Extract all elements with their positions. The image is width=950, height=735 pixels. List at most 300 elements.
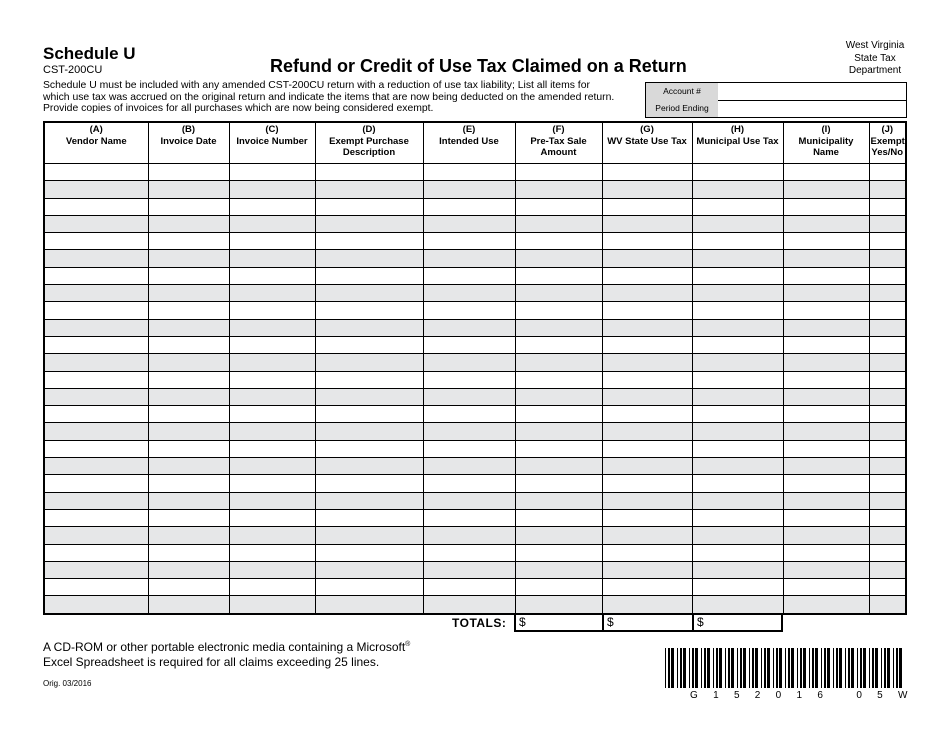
table-cell[interactable] xyxy=(869,544,905,561)
table-cell[interactable] xyxy=(148,267,229,284)
table-cell[interactable] xyxy=(229,475,315,492)
table-cell[interactable] xyxy=(783,561,869,578)
table-cell[interactable] xyxy=(869,423,905,440)
table-cell[interactable] xyxy=(515,406,602,423)
table-cell[interactable] xyxy=(148,475,229,492)
table-cell[interactable] xyxy=(423,250,515,267)
table-cell[interactable] xyxy=(229,388,315,405)
table-cell[interactable] xyxy=(423,215,515,232)
table-cell[interactable] xyxy=(423,492,515,509)
table-cell[interactable] xyxy=(783,215,869,232)
column-header xyxy=(783,123,869,164)
table-cell[interactable] xyxy=(692,198,783,215)
table-cell[interactable] xyxy=(602,423,692,440)
barcode-bar xyxy=(884,648,886,688)
table-cell[interactable] xyxy=(423,302,515,319)
table-cell[interactable] xyxy=(423,509,515,526)
table-cell[interactable] xyxy=(692,164,783,181)
table-cell[interactable] xyxy=(423,285,515,302)
table-cell[interactable] xyxy=(515,302,602,319)
table-cell[interactable] xyxy=(692,250,783,267)
table-cell[interactable] xyxy=(45,527,148,544)
currency-symbol: $ xyxy=(519,615,526,629)
table-cell[interactable] xyxy=(602,164,692,181)
table-cell[interactable] xyxy=(869,579,905,596)
table-cell[interactable] xyxy=(45,371,148,388)
table-cell[interactable] xyxy=(783,354,869,371)
table-cell[interactable] xyxy=(869,250,905,267)
table-cell[interactable] xyxy=(148,579,229,596)
table-cell[interactable] xyxy=(869,181,905,198)
table-cell[interactable] xyxy=(315,285,423,302)
table-cell[interactable] xyxy=(515,198,602,215)
table-cell[interactable] xyxy=(602,579,692,596)
schedule-grid xyxy=(45,123,905,613)
table-cell[interactable] xyxy=(783,596,869,613)
table-cell[interactable] xyxy=(692,579,783,596)
table-cell[interactable] xyxy=(869,440,905,457)
table-cell[interactable] xyxy=(229,561,315,578)
table-cell[interactable] xyxy=(602,354,692,371)
barcode-bar xyxy=(863,648,866,688)
barcode-bar xyxy=(899,648,902,688)
table-cell[interactable] xyxy=(229,354,315,371)
table-cell[interactable] xyxy=(602,406,692,423)
table-cell[interactable] xyxy=(315,233,423,250)
table-cell[interactable] xyxy=(869,458,905,475)
column-title: Vendor Name xyxy=(65,135,127,147)
barcode-bar xyxy=(845,648,846,688)
table-cell[interactable] xyxy=(602,509,692,526)
table-cell[interactable] xyxy=(783,458,869,475)
table-cell[interactable] xyxy=(515,215,602,232)
table-cell[interactable] xyxy=(148,388,229,405)
table-cell[interactable] xyxy=(229,233,315,250)
table-cell[interactable] xyxy=(148,302,229,319)
barcode-bar xyxy=(701,648,702,688)
table-cell[interactable] xyxy=(229,267,315,284)
table-cell[interactable] xyxy=(315,509,423,526)
table-cell[interactable] xyxy=(148,164,229,181)
table-cell[interactable] xyxy=(315,544,423,561)
table-cell[interactable] xyxy=(423,319,515,336)
table-cell[interactable] xyxy=(423,336,515,353)
table-cell[interactable] xyxy=(45,458,148,475)
table-cell[interactable] xyxy=(315,579,423,596)
table-cell[interactable] xyxy=(315,561,423,578)
table-cell[interactable] xyxy=(45,215,148,232)
table-cell[interactable] xyxy=(423,267,515,284)
table-cell[interactable] xyxy=(423,354,515,371)
table-cell[interactable] xyxy=(315,371,423,388)
table-cell[interactable] xyxy=(692,233,783,250)
table-cell[interactable] xyxy=(602,319,692,336)
table-cell[interactable] xyxy=(229,509,315,526)
table-cell[interactable] xyxy=(423,198,515,215)
table-cell[interactable] xyxy=(45,198,148,215)
table-cell[interactable] xyxy=(692,458,783,475)
table-cell[interactable] xyxy=(783,406,869,423)
barcode-bar xyxy=(857,648,858,688)
table-cell[interactable] xyxy=(45,406,148,423)
table-cell[interactable] xyxy=(315,302,423,319)
table-cell[interactable] xyxy=(423,406,515,423)
table-cell[interactable] xyxy=(515,561,602,578)
table-cell[interactable] xyxy=(783,198,869,215)
table-cell[interactable] xyxy=(315,319,423,336)
column-header xyxy=(423,123,515,164)
table-row xyxy=(45,250,905,267)
table-cell[interactable] xyxy=(515,319,602,336)
table-cell[interactable] xyxy=(315,354,423,371)
table-cell[interactable] xyxy=(45,164,148,181)
table-cell[interactable] xyxy=(45,233,148,250)
table-cell[interactable] xyxy=(515,181,602,198)
table-cell[interactable] xyxy=(783,492,869,509)
table-cell[interactable] xyxy=(148,596,229,613)
table-cell[interactable] xyxy=(229,423,315,440)
table-cell[interactable] xyxy=(692,336,783,353)
table-cell[interactable] xyxy=(869,354,905,371)
table-cell[interactable] xyxy=(229,458,315,475)
table-cell[interactable] xyxy=(229,164,315,181)
table-cell[interactable] xyxy=(315,458,423,475)
table-cell[interactable] xyxy=(869,371,905,388)
table-cell[interactable] xyxy=(869,233,905,250)
table-cell[interactable] xyxy=(423,475,515,492)
table-cell[interactable] xyxy=(423,440,515,457)
table-cell[interactable] xyxy=(602,250,692,267)
table-cell[interactable] xyxy=(45,354,148,371)
table-cell[interactable] xyxy=(692,423,783,440)
table-cell[interactable] xyxy=(229,406,315,423)
column-title: Invoice Number xyxy=(236,135,308,147)
table-cell[interactable] xyxy=(229,544,315,561)
table-row xyxy=(45,388,905,405)
table-cell[interactable] xyxy=(148,492,229,509)
table-cell[interactable] xyxy=(148,233,229,250)
table-cell[interactable] xyxy=(45,579,148,596)
table-cell[interactable] xyxy=(45,302,148,319)
column-header xyxy=(515,123,602,164)
period-ending-field[interactable] xyxy=(718,100,906,117)
schedule-table xyxy=(43,121,907,615)
table-cell[interactable] xyxy=(869,492,905,509)
table-row xyxy=(45,579,905,596)
table-cell[interactable] xyxy=(148,215,229,232)
table-cell[interactable] xyxy=(602,561,692,578)
table-cell[interactable] xyxy=(602,285,692,302)
table-cell[interactable] xyxy=(148,527,229,544)
table-cell[interactable] xyxy=(45,509,148,526)
table-cell[interactable] xyxy=(148,181,229,198)
table-cell[interactable] xyxy=(423,561,515,578)
table-cell[interactable] xyxy=(148,544,229,561)
table-cell[interactable] xyxy=(315,164,423,181)
table-cell[interactable] xyxy=(148,198,229,215)
table-cell[interactable] xyxy=(602,544,692,561)
table-cell[interactable] xyxy=(692,596,783,613)
table-cell[interactable] xyxy=(602,302,692,319)
table-cell[interactable] xyxy=(515,371,602,388)
column-title: Municipal Use Tax xyxy=(696,135,779,147)
table-cell[interactable] xyxy=(602,215,692,232)
table-cell[interactable] xyxy=(148,440,229,457)
table-cell[interactable] xyxy=(229,302,315,319)
table-cell[interactable] xyxy=(692,406,783,423)
account-field[interactable] xyxy=(718,83,906,100)
table-row xyxy=(45,319,905,336)
table-cell[interactable] xyxy=(315,527,423,544)
table-cell[interactable] xyxy=(148,509,229,526)
barcode-bar xyxy=(821,648,822,688)
table-cell[interactable] xyxy=(869,561,905,578)
table-cell[interactable] xyxy=(515,233,602,250)
table-cell[interactable] xyxy=(515,164,602,181)
table-cell[interactable] xyxy=(45,181,148,198)
totals-label: TOTALS: xyxy=(452,616,507,630)
table-cell[interactable] xyxy=(423,388,515,405)
table-cell[interactable] xyxy=(515,544,602,561)
table-cell[interactable] xyxy=(783,302,869,319)
table-cell[interactable] xyxy=(148,371,229,388)
table-cell[interactable] xyxy=(315,406,423,423)
instructions xyxy=(43,80,643,115)
table-cell[interactable] xyxy=(315,336,423,353)
table-cell[interactable] xyxy=(515,388,602,405)
total-wv-state-use-tax-field[interactable] xyxy=(602,614,692,632)
table-cell[interactable] xyxy=(869,267,905,284)
barcode-bar xyxy=(803,648,806,688)
table-cell[interactable] xyxy=(229,215,315,232)
table-cell[interactable] xyxy=(692,440,783,457)
table-cell[interactable] xyxy=(515,475,602,492)
table-cell[interactable] xyxy=(45,544,148,561)
table-cell[interactable] xyxy=(783,475,869,492)
table-cell[interactable] xyxy=(602,492,692,509)
table-cell[interactable] xyxy=(45,267,148,284)
table-cell[interactable] xyxy=(515,509,602,526)
table-cell[interactable] xyxy=(869,388,905,405)
table-cell[interactable] xyxy=(229,336,315,353)
total-pre-tax-amount-field[interactable] xyxy=(514,614,602,632)
table-cell[interactable] xyxy=(692,354,783,371)
barcode-bar xyxy=(683,648,686,688)
table-cell[interactable] xyxy=(45,440,148,457)
table-cell[interactable] xyxy=(148,458,229,475)
table-cell[interactable] xyxy=(315,596,423,613)
table-cell[interactable] xyxy=(148,319,229,336)
table-cell[interactable] xyxy=(229,285,315,302)
table-cell[interactable] xyxy=(148,406,229,423)
table-cell[interactable] xyxy=(783,388,869,405)
barcode-bar xyxy=(836,648,838,688)
table-cell[interactable] xyxy=(869,215,905,232)
table-cell[interactable] xyxy=(315,267,423,284)
table-cell[interactable] xyxy=(515,440,602,457)
table-cell[interactable] xyxy=(45,319,148,336)
table-cell[interactable] xyxy=(423,596,515,613)
table-cell[interactable] xyxy=(45,475,148,492)
table-cell[interactable] xyxy=(315,423,423,440)
table-cell[interactable] xyxy=(148,285,229,302)
table-cell[interactable] xyxy=(423,458,515,475)
table-cell[interactable] xyxy=(692,527,783,544)
table-cell[interactable] xyxy=(783,250,869,267)
table-row xyxy=(45,215,905,232)
table-cell[interactable] xyxy=(423,527,515,544)
table-cell[interactable] xyxy=(692,492,783,509)
table-cell[interactable] xyxy=(692,561,783,578)
column-letter: (D) xyxy=(362,124,376,135)
table-cell[interactable] xyxy=(692,215,783,232)
table-cell[interactable] xyxy=(423,371,515,388)
table-cell[interactable] xyxy=(692,267,783,284)
table-cell[interactable] xyxy=(148,561,229,578)
table-cell[interactable] xyxy=(783,181,869,198)
table-cell[interactable] xyxy=(869,527,905,544)
table-cell[interactable] xyxy=(315,440,423,457)
table-cell[interactable] xyxy=(783,544,869,561)
table-cell[interactable] xyxy=(515,267,602,284)
table-cell[interactable] xyxy=(148,336,229,353)
table-cell[interactable] xyxy=(692,302,783,319)
table-cell[interactable] xyxy=(869,198,905,215)
table-cell[interactable] xyxy=(315,475,423,492)
table-cell[interactable] xyxy=(783,509,869,526)
table-cell[interactable] xyxy=(515,527,602,544)
table-cell[interactable] xyxy=(515,285,602,302)
table-cell[interactable] xyxy=(45,250,148,267)
table-cell[interactable] xyxy=(783,164,869,181)
barcode-bar xyxy=(704,648,706,688)
table-cell[interactable] xyxy=(229,319,315,336)
table-cell[interactable] xyxy=(229,596,315,613)
table-cell[interactable] xyxy=(515,596,602,613)
table-cell[interactable] xyxy=(602,596,692,613)
table-cell[interactable] xyxy=(602,233,692,250)
table-cell[interactable] xyxy=(45,492,148,509)
table-cell[interactable] xyxy=(423,181,515,198)
barcode-bar xyxy=(809,648,810,688)
table-cell[interactable] xyxy=(229,440,315,457)
table-cell[interactable] xyxy=(783,319,869,336)
table-cell[interactable] xyxy=(869,319,905,336)
barcode-bar xyxy=(671,648,674,688)
table-cell[interactable] xyxy=(229,492,315,509)
table-cell[interactable] xyxy=(602,388,692,405)
table-cell[interactable] xyxy=(869,302,905,319)
table-cell[interactable] xyxy=(315,492,423,509)
table-cell[interactable] xyxy=(229,198,315,215)
table-cell[interactable] xyxy=(423,544,515,561)
table-cell[interactable] xyxy=(602,458,692,475)
table-cell[interactable] xyxy=(229,371,315,388)
table-row xyxy=(45,440,905,457)
table-cell[interactable] xyxy=(423,423,515,440)
table-cell[interactable] xyxy=(692,509,783,526)
table-cell[interactable] xyxy=(45,423,148,440)
table-cell[interactable] xyxy=(783,423,869,440)
column-header xyxy=(315,123,423,164)
table-cell[interactable] xyxy=(783,233,869,250)
table-cell[interactable] xyxy=(515,250,602,267)
account-row xyxy=(646,83,906,101)
total-municipal-use-tax-field[interactable] xyxy=(692,614,783,632)
table-cell[interactable] xyxy=(315,215,423,232)
table-cell[interactable] xyxy=(423,579,515,596)
table-cell[interactable] xyxy=(783,371,869,388)
table-cell[interactable] xyxy=(869,285,905,302)
table-cell[interactable] xyxy=(45,561,148,578)
table-cell[interactable] xyxy=(45,388,148,405)
table-cell[interactable] xyxy=(692,475,783,492)
table-cell[interactable] xyxy=(602,440,692,457)
table-cell[interactable] xyxy=(602,181,692,198)
table-cell[interactable] xyxy=(423,233,515,250)
table-cell[interactable] xyxy=(602,475,692,492)
table-cell[interactable] xyxy=(515,579,602,596)
table-cell[interactable] xyxy=(692,181,783,198)
table-cell[interactable] xyxy=(315,181,423,198)
table-cell[interactable] xyxy=(423,164,515,181)
table-cell[interactable] xyxy=(869,509,905,526)
table-cell[interactable] xyxy=(45,336,148,353)
table-cell[interactable] xyxy=(869,475,905,492)
table-cell[interactable] xyxy=(869,164,905,181)
table-cell[interactable] xyxy=(148,250,229,267)
table-cell[interactable] xyxy=(315,198,423,215)
table-cell[interactable] xyxy=(869,406,905,423)
table-cell[interactable] xyxy=(45,596,148,613)
table-cell[interactable] xyxy=(692,544,783,561)
table-cell[interactable] xyxy=(692,285,783,302)
table-cell[interactable] xyxy=(229,250,315,267)
table-cell[interactable] xyxy=(692,388,783,405)
table-cell[interactable] xyxy=(783,440,869,457)
table-cell[interactable] xyxy=(783,579,869,596)
table-cell[interactable] xyxy=(315,388,423,405)
table-cell[interactable] xyxy=(515,492,602,509)
table-cell[interactable] xyxy=(515,458,602,475)
table-cell[interactable] xyxy=(315,250,423,267)
table-cell[interactable] xyxy=(148,354,229,371)
account-label: Account # xyxy=(646,83,718,100)
table-cell[interactable] xyxy=(869,336,905,353)
table-cell[interactable] xyxy=(515,423,602,440)
instruction-line: Provide copies of invoices for all purchases which are now being considered exempt. xyxy=(43,103,434,115)
table-cell[interactable] xyxy=(783,267,869,284)
table-cell[interactable] xyxy=(602,267,692,284)
table-cell[interactable] xyxy=(45,285,148,302)
table-cell[interactable] xyxy=(692,319,783,336)
table-cell[interactable] xyxy=(692,371,783,388)
table-cell[interactable] xyxy=(602,198,692,215)
table-cell[interactable] xyxy=(783,336,869,353)
table-cell[interactable] xyxy=(602,371,692,388)
table-cell[interactable] xyxy=(515,354,602,371)
table-cell[interactable] xyxy=(602,336,692,353)
table-cell[interactable] xyxy=(869,596,905,613)
table-cell[interactable] xyxy=(515,336,602,353)
table-cell[interactable] xyxy=(148,423,229,440)
table-cell[interactable] xyxy=(229,527,315,544)
table-cell[interactable] xyxy=(229,579,315,596)
table-cell[interactable] xyxy=(229,181,315,198)
table-cell[interactable] xyxy=(602,527,692,544)
table-cell[interactable] xyxy=(783,285,869,302)
table-cell[interactable] xyxy=(783,527,869,544)
